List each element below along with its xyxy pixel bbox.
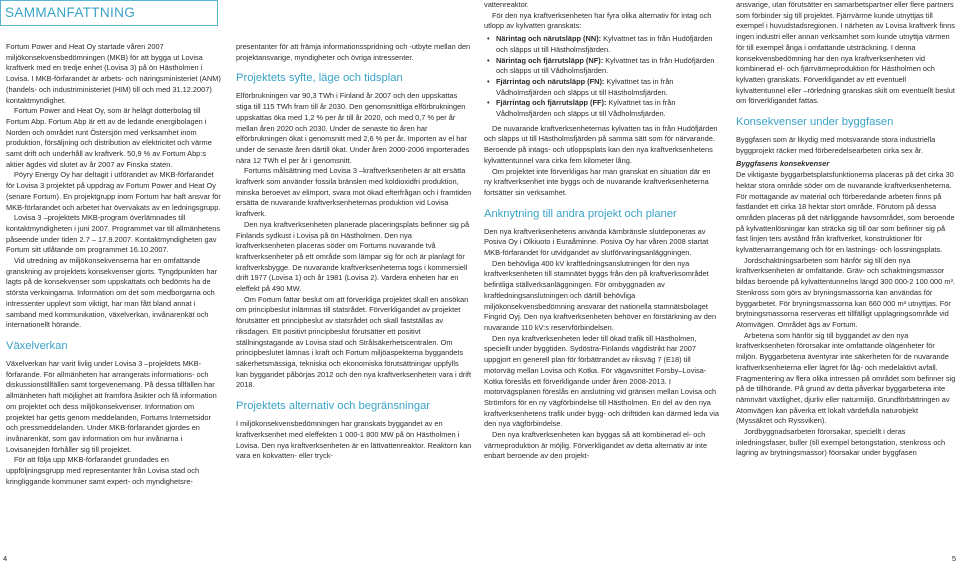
paragraph: Arbetena som hänför sig till byggandet av den nya kraftverksenheten förorsakar inte omfattande olägenheter för miljön. Byggarbetena äventyrar inte säkerheten för de nuvarande kraftverksenheterna eller lägret för låg- och medelaktivt avfall. Fragmentering av flera olika intressen på området som befinner sig på de tillhörande. På grund av detta påverkar byggarbetena inte nämnvärt växtlighet, djurliv eller naturmiljö. Grundförbättringen av Atomvägen kan påverka ett lokalt värdefulla naturobjekt (Myssäkret och Ryssviken).: [736, 330, 956, 426]
paragraph: vattenreaktor.: [484, 0, 529, 9]
paragraph: Fortums målsättning med Lovisa 3 –kraftverksenheten är att ersätta kraftverk som använder fossila bränslen med koldioxidfri produktion, minska beroevet av elimport, svara mot ökad efterfrågan och i framtiden ersätta de nuvarande kraftverksenheternas produktion vid Lovisa kraftverk.: [236, 166, 472, 219]
paragraph: Jordbyggnadsarbeten förorsakar, speciellt i deras inledningsfaser, buller (till exempel betongstation, stenkross och lagring av brytningsmassor) föorsakar under byggfasen: [736, 427, 946, 458]
banner-title: SAMMANFATTNING: [5, 5, 136, 20]
paragraph: presentanter för att främja informationsspridning och -utbyte mellan den projektansvarige, myndigheter och övriga intressenter.: [236, 42, 471, 62]
column-3: [484, 0, 720, 462]
paragraph: Den nya kraftverksenheten kan byggas så att kombinerad el- och värmeproduktion är möjlig. Förverkligandet av detta alternativ är inte enbart beroende av den projekt-: [484, 430, 708, 461]
paragraph: Fortum Power and Heat Oy startade våren 2007 miljökonsekvensbedömningen (MKB) för att bygga ut Lovisa kraftverk med en tredje enhet (Lovisa 3) på ön Hästholmen i Lovisa. I MKB-förfarandet är arbets- och näringsministeriet (ANM) (handels- och industriministeriet (HIM) till och med 31.12.2007) kontaktmyndighet.: [6, 42, 221, 105]
section-heading-alternativ: Projektets alternativ och begränsningar: [236, 400, 431, 413]
paragraph: Fortum Power and Heat Oy, som är helägt dotterbolag till Fortum Abp. Fortum Abp är ett av de ledande energibolagen i Norden och området runt Östersjön med verksamhet inom produktion, försäljning och distribution av elektricitet och värme samt drift och underhåll av kraftverk. 50,9 % av Fortum Abp:s aktier ägdes vid slutet av år 2007 av Finska staten.: [6, 106, 212, 169]
paragraph: Den nya kraftverksenheten leder till ökad trafik till Hästholmen, speciellt under byggtiden. Sydöstra-Finlands vägdistrikt har 2007 uppgjort en generell plan för förbättrandet av riksväg 7 (E18) till motorväg mellan Lovisa och Kotka. För vägavsnittet Forsby–Lovisa-Kotka föreslås ett förverkligande under åren 2008-2013. I motorvägsplanen föreslås en anslutning vid gränsen mellan Lovisa och Strömfors för en ny vägförbindelse till Hästholmen. En del av den nya kraftverksenhetens trafik under bygg- och drifttiden kan därmed leda via den nya vägförbindelse.: [484, 333, 719, 429]
paragraph: Den behövliga 400 kV kraftledningsanslutningen för den nya kraftverksenheten till stamnätet byggs från den på kraftverksområdet befintliga ställverksanläggningen. För ombyggnaden av kraftledningsanslutningen och därtill behövliga miljökonsekvensbedömning ansvarar det nationella stamnätsbolaget Fingrid Oyj. Den nya kraftverksenheten behöver en förstärkning av den nuvarande 110 kV:s reservförbindelsen.: [484, 258, 717, 332]
section-heading-syfte: Projektets syfte, läge och tidsplan: [236, 72, 403, 85]
paragraph: För att följa upp MKB-förfarandet grundades en uppföljningsgrupp med representanter från Lovisa stad och kringliggande kommuner samt expert- och myndighetsre-: [6, 455, 200, 486]
list-item: • Fjärrintag och fjärrutsläpp (FF): Kylvattnet tas in från Vådholmsfjärden och släpps ut till Vådholmsfjärden.: [484, 98, 720, 119]
paragraph: Den nya kraftverksenheten planerade placeringsplats befinner sig på Finlands sydkust i Lovisa på ön Hästholmen. Den nya kraftverksenheten placeras söder om Fortums nuvarande två kraftverksenheter på ett område som lämpar sig för och är planlagt för kraftverksbygge. De nuvarande kraftverksenheterna togs i kommersiell drift 1977 (Lovisa 1) och år 1981 (Lovisa 2). Vardera enheten har en eleffekt på 490 MW.: [236, 219, 470, 294]
list-item: • Närintag och närutsläpp (NN): Kylvattnet tas in från Hudöfjärden och släpps ut till Hästholmsfjärden.: [484, 34, 720, 55]
cooling-water-alternatives-list: [484, 34, 720, 120]
paragraph: ansvarige, utan förutsätter en samarbetspartner eller flere partners som förbinder sig till projektet. Fjärrvärme kunde utnyttjas till exempel i huvudstadsregionen. I närheten av Lovisa kraftverk finns ingen industri eller annan verksamhet som kunde utnyttja värmen för till exempel ånga i omfattande utsträckning. I denna konsekvensbedömning har den nya kraftverksenheten vid kombinerad el- och fjärrvärmeproduktion för Hästholmen och kylvatten granskats. Förverkligandet av ett eventuell kylvattentunnel eller –rörledning granskas skilt om eventuellt beslut om förverkligandet fattas.: [736, 0, 955, 106]
section-heading-anknytning: Anknytning till andra projekt och planer: [484, 207, 677, 220]
paragraph: Växelverkan har varit livlig under Lovisa 3 –projektets MKB-förfarande. För allmänheten har arrangerats informations- och diskussionstillfällen samt torgevenemang. På dessa tillfällen har allmänheten haft möjlighet att framföra åsikter och få information om projektet och dess miljökonsekvenser. Information om projektet har getts genom meddelanden, Fortums Internetsidor och pressmeddelanden. Under MKB-förfarandet gjordes en invånarenkät, som gav information om hur invånarna i Lovisanejden förhåller sig till projektet.: [6, 358, 217, 454]
paragraph: Jordschaktningsarbeten som hänför sig till den nya kraftverksenheten är omfattande. Gräv- och schaktningsmassor bildas beroende på kylvattentunnelns längd 300 000-2 100 000 m³. Stenkross som görs av bryningsmassorna kan användas för byggarbetet. För bryningsmassorna kan 660 000 m³ utnyttjas. För brytningsmassorna reserveras ett tillfälligt upplagringsområde vid Atomvägen. Området ägs av Fortum.: [736, 255, 956, 329]
column-2: [236, 42, 472, 462]
paragraph: I miljökonsekvensbedömningen har granskats byggandet av en kraftverksenhet med eleffekten 1 000-1 800 MW på ön Hästholmen i Lovisa. Den nya kraftverksenheten är en lättvattenreaktor. Reaktorn kan vara en kokvatten- eller tryck-: [236, 419, 472, 461]
list-item: • Fjärrintag och närutsläpp (FN): Kylvattnet tas in från Vådholmsfjärden och släpps ut till Hästholmsfjärden.: [484, 77, 720, 98]
column-1: [6, 42, 222, 487]
paragraph: Om projektet inte förverkligas har man granskat en situation där en ny kraftverksenhet inte byggs och de nuvarande kraftverksenheterna fortsätter sin verksamhet.: [484, 166, 711, 197]
paragraph: För den nya kraftverksenheten har fyra olika alternativ för intag och utlopp av kylvatten granskats:: [484, 10, 712, 31]
page-number-right: 5: [951, 554, 956, 563]
paragraph: De viktigaste byggarbetsplatsfunktionerna placeras på det cirka 30 hektar stora område söder om de nuvarande kraftverksenheterna. För mottagande av material och förberedande arbeten finns på fastlandet ett cirka 18 hektar stort område. Förutom på dessa områden placeras på det närliggande havsområdet, som beroende på kylvattenlösningar kan sträcka sig till öar som befinner sig på fast linjen ters avstånd från kraftverket, konstruktioner för kylvattenarrangemang och för en lastnings- och lossningsplats.: [736, 170, 955, 255]
paragraph: Lovisa 3 –projektets MKB-program överlämnades till kontaktmyndigheten i juni 2007. Programmet var till allmänhetens påseende under tiden 2.7 – 17.9.2007. Kontaktmyndigheten gav Fortum sitt utlåtande om programmet 16.10.2007.: [6, 213, 221, 255]
paragraph: Byggfasen som är likydig med motsvarande stora industriella byggprojekt räcker med förberedelsearbeten cirka sex år.: [736, 135, 936, 155]
paragraph: Den nya kraftverksenhetens använda kärnbränsle slutdeponeras av Posiva Oy i Olkiuoto i Euraåminne. Posiva Oy har våren 2008 startat MKB-förfarandet för utvidgandet av slutförvaringsanläggningen.: [484, 226, 709, 258]
page-number-left: 4: [3, 554, 8, 563]
section-heading-konsekvenser: Konsekvenser under byggfasen: [736, 116, 894, 129]
section-heading-vaxelverkan: Växelverkan: [6, 339, 68, 352]
paragraph: Pöyry Energy Oy har deltagit i utförandet av MKB-förfarandet för Lovisa 3 projektet på uppdrag av Fortum Power and Heat Oy (senare Fortum). En projektgrupp inom Fortum har haft ansvar för MKB-förfarandet och arbetet har övervakats av en ledningsgrupp.: [6, 170, 221, 212]
column-4: [736, 0, 956, 459]
paragraph: Om Fortum fattar beslut om att förverkliga projektet skall en ansökan om principbeslut inlämnas till statsrådet. Förverkligandet av projektet förutsätter ett principbeslut av statsrådet och skall fastställas av riksdagen. Ett positivt principbeslut förutsätter ett positivt ställningstagande av Lovisa stad och Strålsäkerhetscentralen. Om principbeslutet lämnas i kraft och Fortum miljöaspekterna byggandets säkerhetsmässiga, tekniska och ekonomiska förutsättningar uppfylls kan byggandet påbörjas 2012 och den nya kraftverksenheten vara i drift 2018.: [236, 294, 472, 390]
list-item: • Närintag och fjärrutsläpp (NF): Kylvattnet tas in från Hudöfjärden och släpps ut till Vådholmsfjärden.: [484, 56, 720, 77]
paragraph: Elförbrukningen var 90,3 TWh i Finland år 2007 och den uppskattas stiga till 115 TWh fram till år 2030. Den genomsnittliga elförbrukningen uppskattas öka med 1,2 % per år till år 2020, och med 0,7 % per år mellan åren 2020 och 2030. Under de senaste tio åren har elförbrukningen ökat i genomsnitt med 2,6 % per år. Importen av el har under de senaste åren därtill ökat. Under åren 2000-2006 importerades nära 12 TWh el per år i genomsnitt.: [236, 91, 470, 165]
paragraph: Vid utredning av miljökonsekvenserna har en omfattande granskning av projektets konsekvenser gjorts. Tyngdpunkten har lagts på de konsekvenser som uppskattats och bedömts ha de största verkningarna. Information om det som medborgarna och intressenter upplevt som viktigt, har man fått bland annat i samband med kommunikation, växelverkan, invånarenkät och internationellt hörande.: [6, 256, 218, 330]
subheading-byggfasens-konsekvenser: Byggfasens konsekvenser: [736, 159, 830, 169]
paragraph: De nuvarande kraftverksenheternas kylvatten tas in från Hudöfjärden och släpps ut till Hästholmsfjärden på samma sätt som för närvarande. Beroende på intags- och utloppsplats kan den nya kraftverksenhetens kylvattentunnel vara cirka fem kilometer lång.: [484, 123, 718, 165]
summary-banner: [0, 0, 218, 26]
